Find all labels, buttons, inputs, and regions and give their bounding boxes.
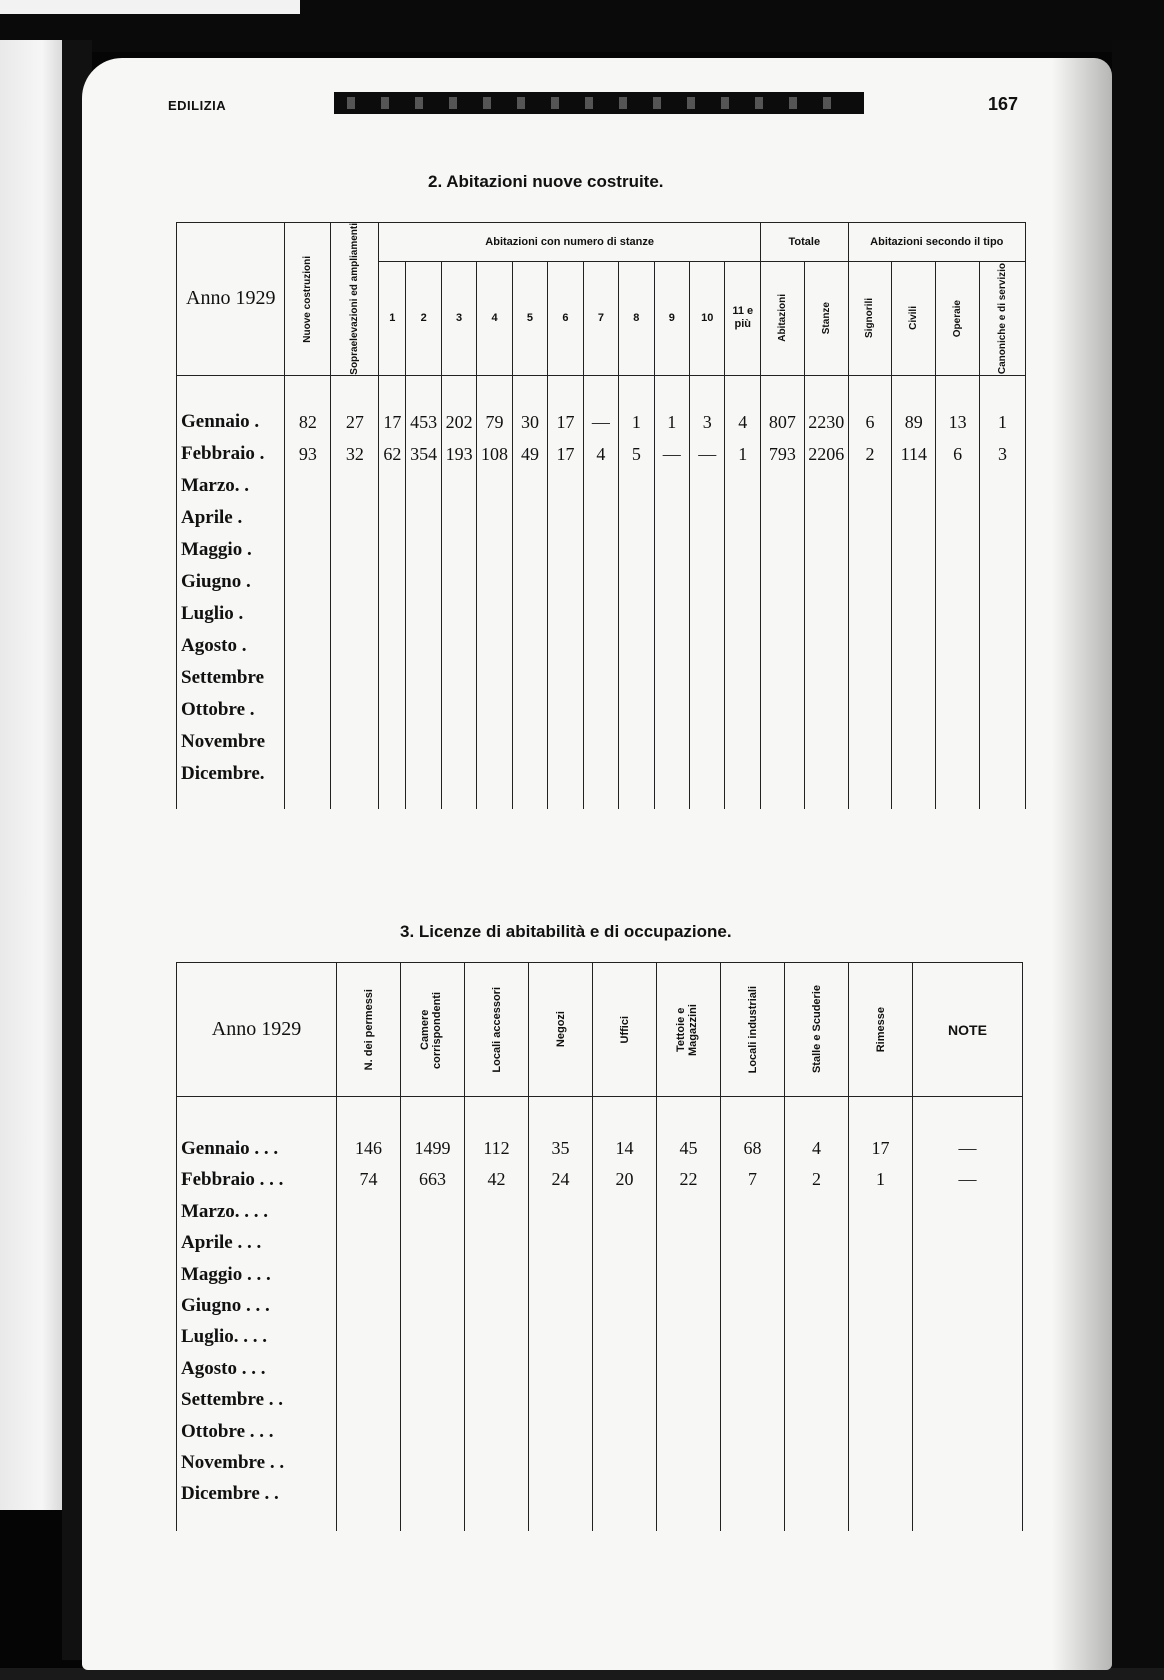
page-number: 167 xyxy=(988,94,1019,114)
col-stanze-10: 10 xyxy=(690,261,725,375)
month-label: Settembre xyxy=(181,666,265,688)
table-cell: 663 xyxy=(419,1169,446,1190)
table-cell: 4 xyxy=(596,443,606,464)
table2-col xyxy=(477,375,512,809)
table3-col-note xyxy=(913,1097,1023,1531)
table2-col xyxy=(936,375,980,809)
col-stanze-9: 9 xyxy=(654,261,689,375)
month-label: Dicembre. xyxy=(181,762,265,784)
table2-col xyxy=(583,375,618,809)
table2-col xyxy=(379,375,406,809)
col-stanze-11-piu: 11 e più xyxy=(725,261,761,375)
table-cell: 22 xyxy=(679,1169,698,1190)
col-stanze-6: 6 xyxy=(548,261,583,375)
table3-col xyxy=(657,1097,721,1531)
table-cell: — xyxy=(662,443,681,464)
table-cell: 62 xyxy=(383,443,402,464)
table-cell: 42 xyxy=(487,1169,506,1190)
table2-col xyxy=(548,375,583,809)
col-stanze-4: 4 xyxy=(477,261,512,375)
table2-col xyxy=(725,375,761,809)
col-locali-accessori: Locali accessori xyxy=(465,963,529,1097)
table2-col xyxy=(760,375,804,809)
page-curl-shadow xyxy=(1052,58,1112,1670)
col-uffici: Uffici xyxy=(593,963,657,1097)
col-signorili: Signorili xyxy=(848,261,892,375)
table-cell: 2206 xyxy=(808,443,845,464)
month-label: Marzo. . xyxy=(181,474,250,496)
col-locali-industriali: Locali industriali xyxy=(721,963,785,1097)
table-cell: 2 xyxy=(865,443,875,464)
table-abitazioni xyxy=(176,222,1026,809)
table-cell: 202 xyxy=(445,411,473,432)
table2-col xyxy=(285,375,331,809)
table-cell: 17 xyxy=(556,411,575,432)
table-cell: — xyxy=(958,1169,977,1190)
table-cell: 1499 xyxy=(414,1138,451,1158)
month-label: Marzo. . . . xyxy=(181,1200,269,1222)
table2-col xyxy=(441,375,476,809)
table-cell: 35 xyxy=(551,1138,570,1158)
table-cell: 4 xyxy=(812,1138,821,1158)
table-cell: 74 xyxy=(359,1169,378,1190)
table-cell: 82 xyxy=(298,411,317,432)
table-cell: 20 xyxy=(615,1169,634,1190)
table-cell: 6 xyxy=(865,411,875,432)
table-cell: 1 xyxy=(997,411,1007,432)
table2-col xyxy=(654,375,689,809)
col-canoniche: Canoniche e di servizio xyxy=(979,261,1025,375)
table2-title: 2. Abitazioni nuove costruite. xyxy=(428,172,664,191)
table3-col xyxy=(337,1097,401,1531)
month-label: Febbraio . . . xyxy=(181,1169,284,1191)
col-negozi: Negozi xyxy=(529,963,593,1097)
table-cell: 3 xyxy=(997,443,1007,464)
table-cell: — xyxy=(958,1138,977,1158)
col-stanze-2: 2 xyxy=(406,261,441,375)
group-numero-stanze: Abitazioni con numero di stanze xyxy=(379,223,761,262)
table-cell: 354 xyxy=(410,443,438,464)
col-stanze-1: 1 xyxy=(379,261,406,375)
table-cell: 2 xyxy=(812,1169,821,1190)
month-label: Giugno . . . xyxy=(181,1294,270,1316)
table2-col xyxy=(619,375,654,809)
table-licenze xyxy=(176,962,1023,1531)
section-header: EDILIZIA xyxy=(168,98,227,113)
table-cell: 453 xyxy=(410,411,438,432)
month-label: Dicembre . . xyxy=(181,1483,279,1505)
col-stalle: Stalle e Scuderie xyxy=(785,963,849,1097)
header-banner xyxy=(334,92,864,114)
table-cell: 114 xyxy=(900,443,927,464)
group-totale: Totale xyxy=(760,223,848,262)
scan-frame-strip xyxy=(0,0,300,14)
table-cell: 89 xyxy=(904,411,923,432)
table-cell: 30 xyxy=(520,411,539,432)
table-cell: 24 xyxy=(551,1169,570,1190)
table3-body xyxy=(177,1097,1023,1531)
table3-col xyxy=(593,1097,657,1531)
table-cell: 14 xyxy=(615,1138,634,1158)
table2-year-label: Anno 1929 xyxy=(177,223,285,376)
table2-col xyxy=(406,375,441,809)
table-cell: 793 xyxy=(768,443,796,464)
table-cell: 17 xyxy=(556,443,575,464)
month-label: Agosto . . . xyxy=(181,1357,266,1379)
month-label: Novembre xyxy=(181,730,266,752)
table2-col xyxy=(892,375,936,809)
col-stanze-7: 7 xyxy=(583,261,618,375)
month-label: Aprile . . . xyxy=(181,1232,262,1254)
table-cell: 2230 xyxy=(808,411,845,432)
table3-col xyxy=(785,1097,849,1531)
group-tipo: Abitazioni secondo il tipo xyxy=(848,223,1025,262)
col-sopraelevazioni: Sopraelevazioni ed ampliamenti xyxy=(331,223,379,376)
col-totale-abitazioni: Abitazioni xyxy=(760,261,804,375)
col-operaie: Operaie xyxy=(936,261,980,375)
col-stanze-3: 3 xyxy=(441,261,476,375)
col-permessi: N. dei permessi xyxy=(337,963,401,1097)
table-cell: 112 xyxy=(483,1138,510,1158)
month-label: Giugno . xyxy=(181,570,251,592)
table-cell: 108 xyxy=(481,443,509,464)
table3-title: 3. Licenze di abitabilità e di occupazione. xyxy=(400,922,732,941)
month-label: Ottobre . xyxy=(181,698,255,720)
table2-months xyxy=(177,375,285,809)
table-cell: 68 xyxy=(743,1138,762,1158)
table2-col xyxy=(848,375,892,809)
table-cell: 5 xyxy=(631,443,641,464)
table-cell: 7 xyxy=(748,1169,757,1190)
scan-frame-right xyxy=(1112,40,1164,1680)
table-cell: 1 xyxy=(631,411,641,432)
month-label: Luglio . xyxy=(181,602,244,624)
col-stanze-8: 8 xyxy=(619,261,654,375)
month-label: Maggio . xyxy=(181,538,252,560)
col-civili: Civili xyxy=(892,261,936,375)
month-label: Maggio . . . xyxy=(181,1263,271,1285)
table-cell: 27 xyxy=(345,411,364,432)
table-cell: 13 xyxy=(948,411,967,432)
col-tettoie: Tettoie e Magazzini xyxy=(657,963,721,1097)
table3-months xyxy=(177,1097,337,1531)
table3-col xyxy=(721,1097,785,1531)
table-cell: 146 xyxy=(355,1138,382,1158)
table-cell: 32 xyxy=(345,443,364,464)
col-camere: Camere corrispondenti xyxy=(401,963,465,1097)
month-label: Novembre . . xyxy=(181,1451,285,1473)
month-label: Luglio. . . . xyxy=(181,1326,268,1348)
month-label: Settembre . . xyxy=(181,1389,284,1411)
month-label: Ottobre . . . xyxy=(181,1420,274,1442)
col-rimesse: Rimesse xyxy=(849,963,913,1097)
col-totale-stanze: Stanze xyxy=(804,261,848,375)
month-label: Aprile . xyxy=(181,506,243,528)
table3-col xyxy=(465,1097,529,1531)
adjacent-page-edge xyxy=(0,40,70,1510)
table2-col xyxy=(979,375,1025,809)
table-cell: 807 xyxy=(768,411,796,432)
table-cell: 49 xyxy=(520,443,539,464)
table2-col xyxy=(331,375,379,809)
col-stanze-5: 5 xyxy=(512,261,547,375)
col-nuove-costruzioni: Nuove costruzioni xyxy=(285,223,331,376)
table2-col xyxy=(512,375,547,809)
table-cell: 6 xyxy=(953,443,963,464)
table-cell: 3 xyxy=(702,411,712,432)
table3-year-label: Anno 1929 xyxy=(177,963,337,1097)
month-label: Gennaio . . . xyxy=(181,1138,279,1159)
table-cell: 4 xyxy=(738,411,748,432)
table-cell: 1 xyxy=(876,1169,885,1190)
table-cell: 79 xyxy=(485,411,504,432)
table2-body xyxy=(177,375,1026,809)
month-label: Gennaio . xyxy=(181,410,260,432)
col-note: NOTE xyxy=(913,963,1023,1097)
table-cell: 17 xyxy=(383,411,402,432)
month-label: Agosto . xyxy=(181,634,247,656)
table-cell: 1 xyxy=(667,411,677,432)
table2-col xyxy=(690,375,725,809)
table-cell: 93 xyxy=(298,443,317,464)
table-cell: — xyxy=(591,411,610,432)
table3-col xyxy=(529,1097,593,1531)
month-label: Febbraio . xyxy=(181,442,265,464)
table-cell: 193 xyxy=(445,443,473,464)
table-cell: 1 xyxy=(738,443,748,464)
table-cell: — xyxy=(698,443,717,464)
table-cell: 45 xyxy=(679,1138,698,1158)
table2-col xyxy=(804,375,848,809)
table-cell: 17 xyxy=(871,1138,890,1158)
table3-col xyxy=(849,1097,913,1531)
table3-col xyxy=(401,1097,465,1531)
table3-header-row xyxy=(177,963,1023,1097)
